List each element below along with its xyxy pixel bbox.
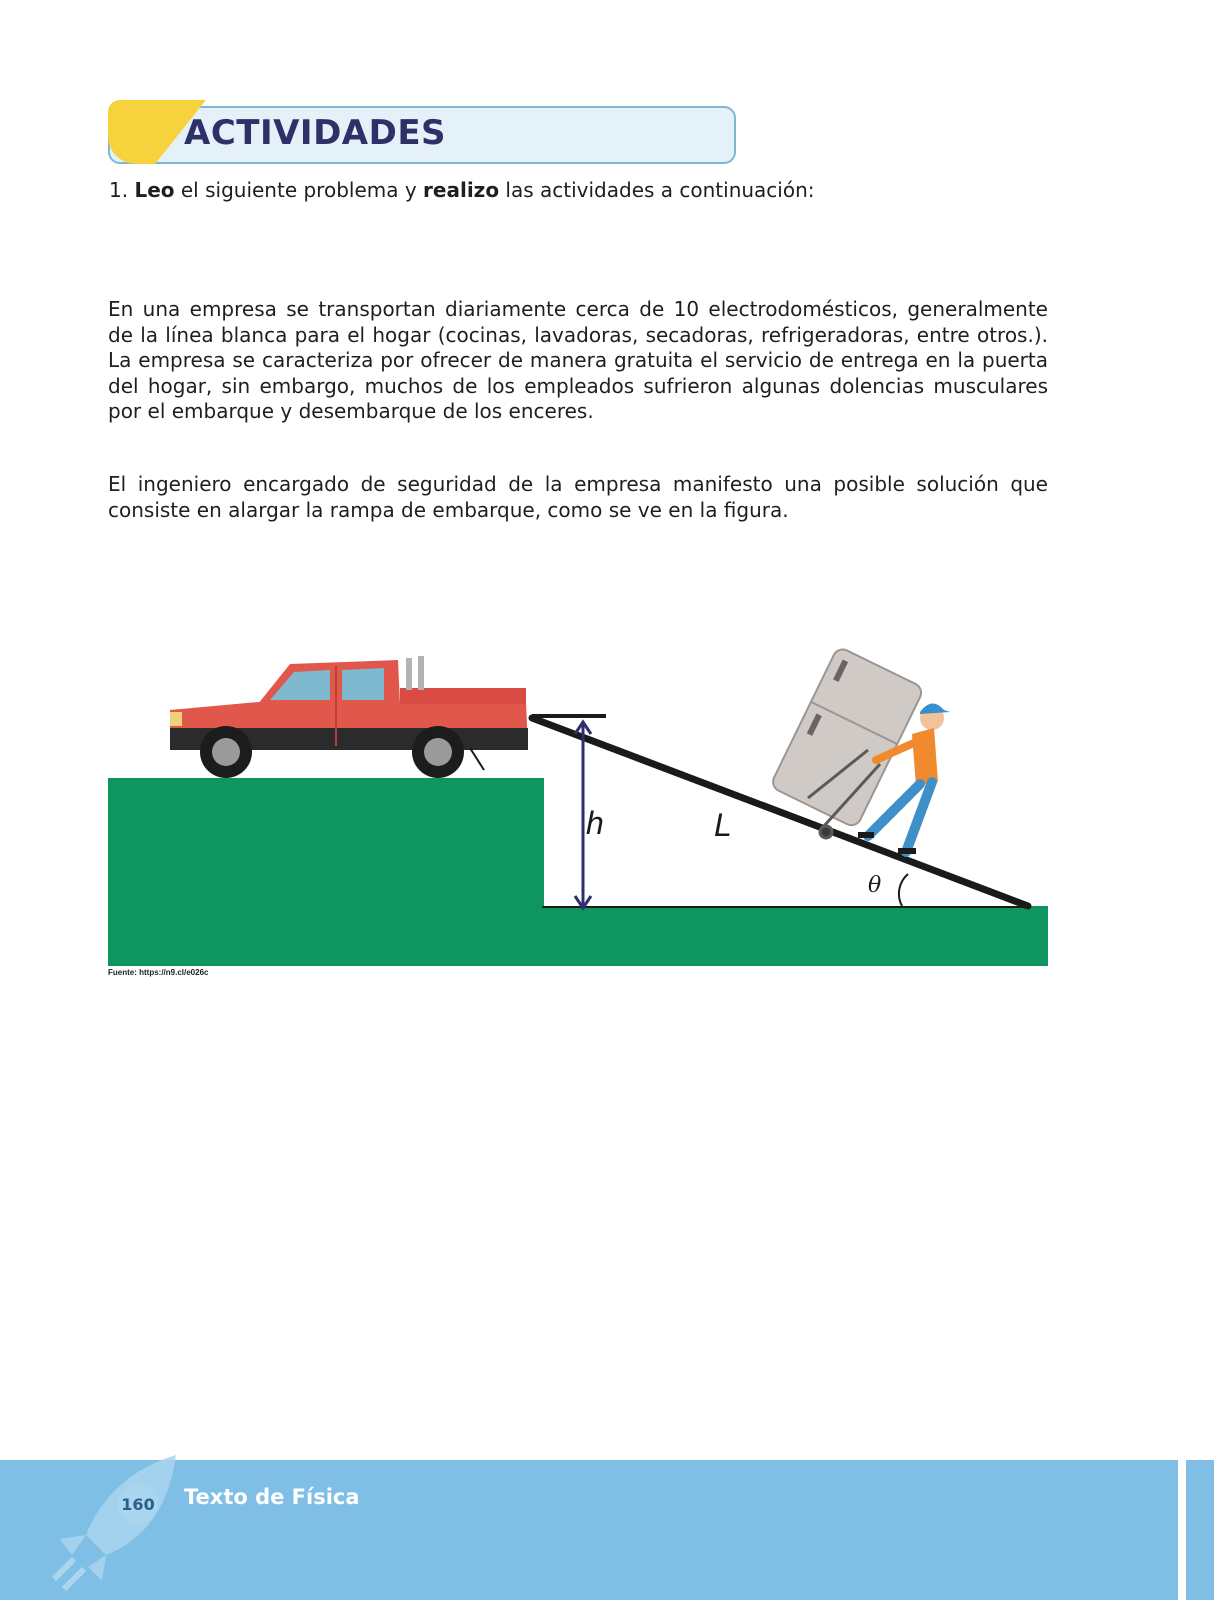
footer-side-strip [1186, 1460, 1214, 1600]
rocket-icon [50, 1455, 180, 1600]
platform-block [108, 778, 544, 966]
problem-paragraph: En una empresa se transportan diariamente cerca de 10 electrodomésticos, generalmente de la línea blanca para el hogar (cocinas, lavadoras, secadoras, refrigeradoras, entre otros.). La empresa se caracteriza por ofrecer de manera gratuita el servicio de entrega en la puerta del hogar, sin embargo, muchos de los empleados sufrieron algunas dolencias musculares por el embarque y desembarque de los enceres. [108, 297, 1048, 423]
page-number: 160 [118, 1484, 158, 1524]
solution-paragraph: El ingeniero encargado de seguridad de la empresa manifesto una posible solución que consiste en alargar la rampa de embarque, como se ve en la figura. [108, 472, 1048, 522]
instruction-text-1: el siguiente problema y [174, 178, 424, 202]
ground-block [542, 906, 1048, 966]
instruction-verb-realizo: realizo [423, 178, 500, 202]
height-label: h [586, 805, 604, 841]
angle-label: θ [868, 873, 882, 898]
figure-source: Fuente: https://n9.cl/e026c [108, 968, 209, 977]
instruction-text-2: las actividades a continuación: [499, 178, 815, 202]
instruction-verb-leo: Leo [134, 178, 175, 202]
section-title: ACTIVIDADES [184, 113, 447, 153]
ramp-plank [532, 718, 1028, 906]
book-title: Texto de Física [184, 1485, 360, 1509]
length-label: L [714, 807, 732, 843]
ramp-figure [108, 630, 1048, 970]
pickup-truck-icon [170, 656, 528, 778]
instruction-line [109, 178, 815, 202]
instruction-number: 1. [109, 178, 129, 202]
angle-arc [899, 874, 908, 906]
